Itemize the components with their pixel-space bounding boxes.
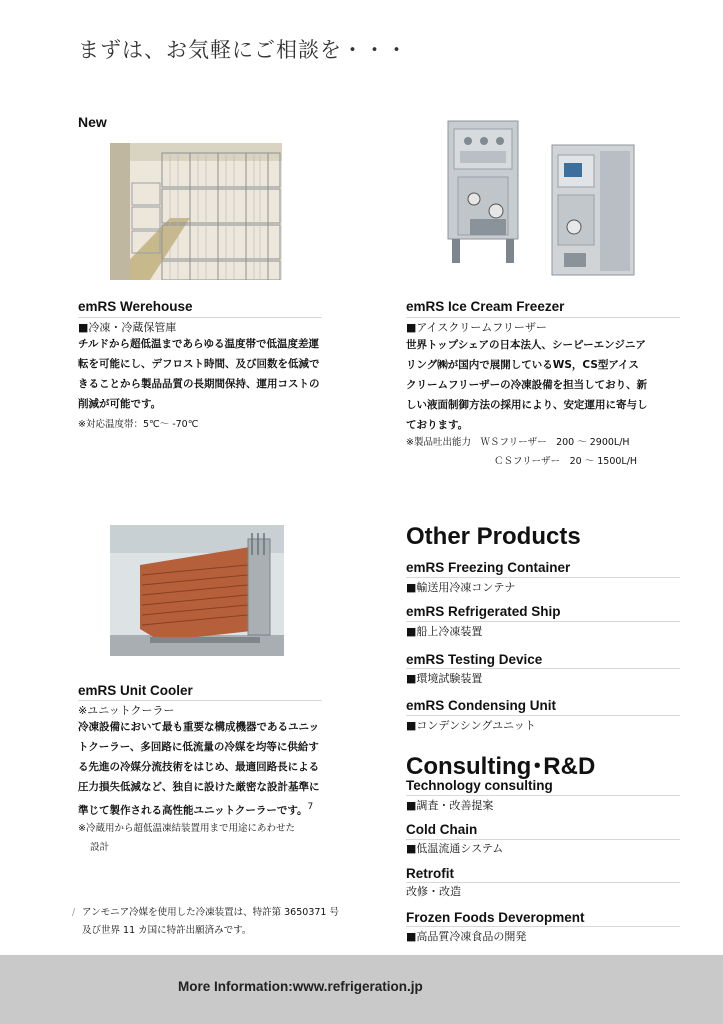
- consulting-item-subtitle: ■調査・改善提案: [406, 799, 494, 812]
- other-item-subtitle: ■コンデンシングユニット: [406, 719, 536, 732]
- other-item-title: emRS Condensing Unit: [406, 698, 557, 713]
- other-item-subtitle: ■環境試験装置: [406, 672, 483, 685]
- icecream-divider: [406, 317, 680, 318]
- consulting-item-title: Retrofit: [406, 866, 454, 881]
- consulting-item-divider: [406, 795, 680, 796]
- unit-cooler-body-line: 冷凍設備において最も重要な構成機器であるユニッ: [78, 721, 320, 733]
- warehouse-photo: [110, 143, 282, 280]
- icecream-body-line: ております。: [406, 419, 469, 431]
- consulting-item-title: Frozen Foods Deveropment: [406, 910, 585, 925]
- warehouse-body-line: 削減が可能です。: [78, 398, 162, 410]
- consulting-item-title: Cold Chain: [406, 822, 478, 837]
- other-item-divider: [406, 715, 680, 716]
- patent-mark: /: [72, 907, 76, 918]
- icecream-subtitle: ■アイスクリームフリーザー: [406, 321, 547, 334]
- consulting-item-subtitle: ■高品質冷凍食品の開発: [406, 930, 527, 943]
- icecream-body-line: 世界トップシェアの日本法人、シーピーエンジニア: [406, 339, 646, 351]
- unit-cooler-divider: [78, 700, 322, 701]
- other-item-title: emRS Refrigerated Ship: [406, 604, 561, 619]
- warehouse-body-line: チルドから超低温まであらゆる温度帯で低温度差運: [78, 338, 319, 350]
- consulting-item-title: Technology consulting: [406, 778, 553, 793]
- unit-cooler-subtitle: ※ユニットクーラー: [78, 704, 175, 717]
- icecream-note-ws: ※製品吐出能力 ＷＳフリーザー 200 ～ 2900L/H: [406, 437, 630, 448]
- icecream-note-cs: ＣＳフリーザー 20 ～ 1500L/H: [494, 456, 638, 467]
- unit-cooler-photo: [110, 525, 284, 656]
- other-item-title: emRS Freezing Container: [406, 560, 571, 575]
- unit-cooler-body-line: る先進の冷媒分流技術をはじめ、最適回路長による: [78, 761, 320, 773]
- consulting-item-subtitle: ■低温流通システム: [406, 842, 504, 855]
- consulting-item-subtitle: 改修・改造: [406, 885, 461, 898]
- new-label: New: [78, 114, 107, 130]
- icecream-body-line: クリームフリーザーの冷凍設備を担当しており、新: [406, 379, 648, 391]
- other-item-divider: [406, 668, 680, 669]
- unit-cooler-note: ※冷蔵用から超低温凍結装置用まで用途にあわせた: [78, 823, 295, 834]
- icecream-title: emRS Ice Cream Freezer: [406, 299, 565, 314]
- consulting-heading: Consulting･R&D: [406, 753, 596, 780]
- other-item-title: emRS Testing Device: [406, 652, 543, 667]
- unit-cooler-body-line: トクーラー、多回路に低流量の冷媒を均等に供給す: [78, 741, 319, 753]
- icecream-body: [406, 335, 696, 435]
- other-item-divider: [406, 577, 680, 578]
- other-item-subtitle: ■船上冷凍装置: [406, 625, 483, 638]
- warehouse-subtitle: ■冷凍・冷蔵保管庫: [78, 321, 177, 334]
- warehouse-body-line: きることから製品品質の長期間保持、運用コストの: [78, 378, 320, 390]
- unit-cooler-note-2: 設計: [90, 842, 110, 853]
- warehouse-body: [78, 334, 338, 414]
- icecream-body-line: リング㈱が国内で展開しているWS，CS型アイス: [406, 359, 639, 371]
- warehouse-body-line: 転を可能にし、デフロスト時間、及び回数を低減で: [78, 358, 320, 370]
- unit-cooler-title: emRS Unit Cooler: [78, 683, 193, 698]
- page-headline: まずは、お気軽にご相談を・・・: [78, 38, 408, 62]
- unit-cooler-body-line: 圧力損失低減など、独自に設けた厳密な設計基準に: [78, 781, 320, 793]
- patent-line-1: アンモニア冷媒を使用した冷凍装置は、特許第 3650371 号: [82, 907, 339, 918]
- consulting-item-divider: [406, 926, 680, 927]
- other-item-divider: [406, 621, 680, 622]
- other-item-subtitle: ■輸送用冷凍コンテナ: [406, 581, 516, 594]
- other-products-heading: Other Products: [406, 523, 581, 550]
- warehouse-note: ※対応温度帯：5℃～ -70℃: [78, 419, 199, 430]
- patent-line-2: 及び世界 11 カ国に特許出願済みです。: [82, 925, 252, 936]
- unit-cooler-body-line: [78, 797, 348, 821]
- unit-cooler-body: [78, 717, 348, 821]
- icecream-body-line: しい液面制御方法の採用により、安定運用に寄与し: [406, 399, 648, 411]
- warehouse-divider: [78, 317, 322, 318]
- footer-website-link[interactable]: More Information:www.refrigeration.jp: [178, 979, 423, 994]
- unit-cooler-body-mark: 7: [307, 802, 314, 812]
- warehouse-title: emRS Werehouse: [78, 299, 193, 314]
- unit-cooler-body-text: 準じて製作される高性能ユニットクーラーです。: [78, 804, 308, 817]
- icecream-freezer-photo: [440, 115, 640, 287]
